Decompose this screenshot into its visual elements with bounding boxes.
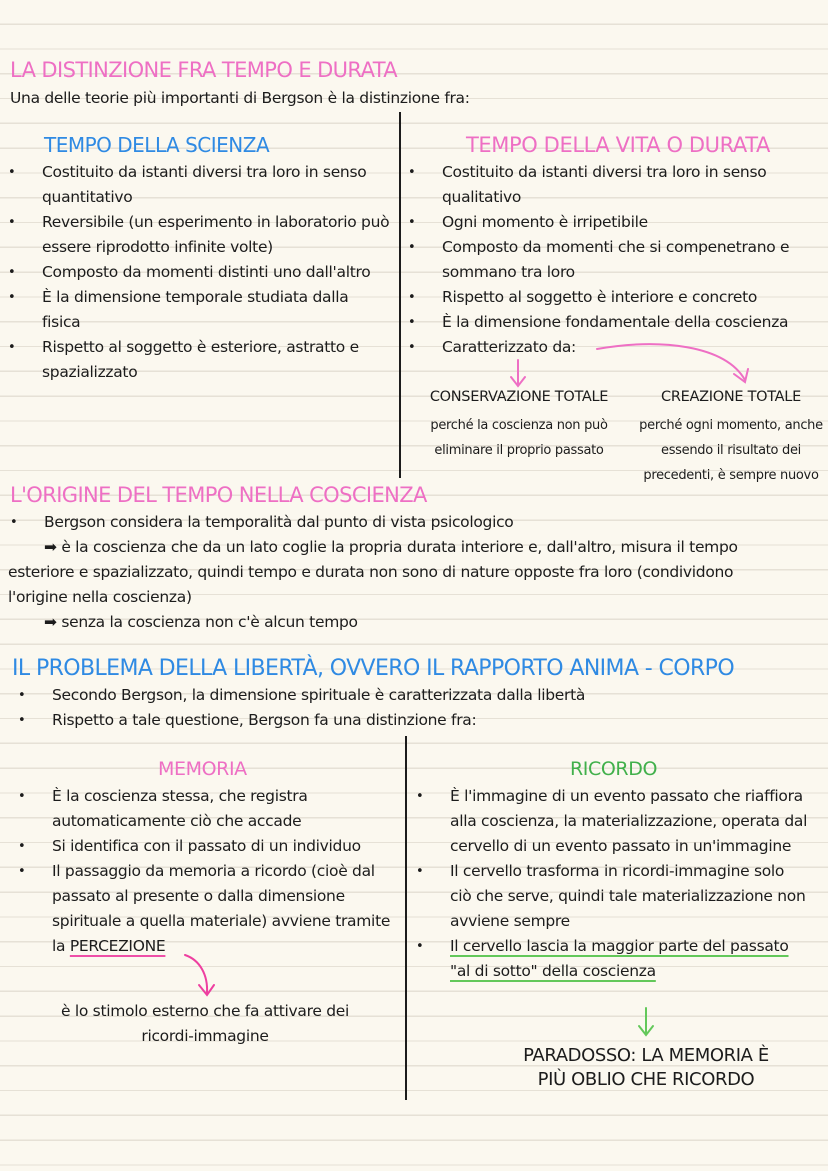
origin-arrow-line-2: esteriore e spazializzato, quindi tempo e durata non sono di nature opposte fra loro (condividono: [8, 563, 734, 581]
list-item: • Costituito da istanti diversi tra loro in senso qualitativo: [442, 160, 812, 210]
arrow-to-paradox-icon: [639, 1008, 653, 1035]
creation-text: perché ogni momento, anche essendo il risultato dei precedenti, è sempre nuovo: [639, 418, 823, 483]
list-item: • Caratterizzato da:: [442, 335, 812, 360]
list-item: • Composto da momenti che si compenetrano e sommano tra loro: [442, 235, 812, 285]
perception-term: PERCEZIONE: [69, 937, 166, 955]
paradox-line-1: PARADOSSO: LA MEMORIA È: [523, 1045, 769, 1066]
arrow-to-conservation-icon: [511, 360, 525, 386]
heading-science-time: TEMPO DELLA SCIENZA: [44, 133, 270, 157]
list-item: • Reversibile (un esperimento in laboratorio può essere riprodotto infinite volte): [42, 210, 390, 260]
heading-life-time: TEMPO DELLA VITA O DURATA: [466, 133, 771, 157]
section-intro: Una delle teorie più importanti di Bergson è la distinzione fra:: [10, 89, 470, 107]
memory-item-text: Il passaggio da memoria a ricordo (cioè dal passato al presente o dalla dimensione spirituale a quella materiale) avviene tramite la: [52, 862, 391, 955]
origin-arrow-2: ➡ senza la coscienza non c'è alcun tempo: [44, 613, 358, 631]
list-item: • È la dimensione temporale studiata dalla fisica: [42, 285, 390, 335]
list-item: • È la coscienza stessa, che registra automaticamente ciò che accade: [52, 784, 397, 834]
list-item: • È la dimensione fondamentale della coscienza: [442, 310, 812, 335]
creation-title: CREAZIONE TOTALE: [661, 389, 801, 405]
section-title-freedom: IL PROBLEMA DELLA LIBERTÀ, OVVERO IL RAPPORTO ANIMA - CORPO: [12, 656, 735, 681]
origin-arrow-line-3: l'origine nella coscienza): [8, 588, 192, 606]
list-item: • Il cervello trasforma in ricordi-immagine solo ciò che serve, quindi tale materializzazione non avviene sempre: [450, 859, 810, 934]
list-item: • Ogni momento è irripetibile: [442, 210, 812, 235]
heading-memory: MEMORIA: [158, 758, 247, 780]
list-item: • Bergson considera la temporalità dal punto di vista psicologico: [44, 510, 814, 535]
list-item: • Composto da momenti distinti uno dall'altro: [42, 260, 390, 285]
origin-arrow-line-1: ➡ è la coscienza che da un lato coglie la propria durata interiore e, dall'altro, misura il tempo: [44, 538, 738, 556]
conservation-text: perché la coscienza non può eliminare il proprio passato: [430, 418, 608, 458]
section-title-origin: L'ORIGINE DEL TEMPO NELLA COSCIENZA: [10, 483, 427, 507]
list-item: • È l'immagine di un evento passato che riaffiora alla coscienza, la materializzazione, operata dal cervello di un evento passato in un'immagine: [450, 784, 810, 859]
conservation-title: CONSERVAZIONE TOTALE: [429, 389, 609, 405]
list-item: • Si identifica con il passato di un individuo: [52, 834, 397, 859]
list-item: • Secondo Bergson, la dimensione spirituale è caratterizzata dalla libertà: [52, 683, 812, 708]
arrow-from-perception-icon: [185, 955, 214, 995]
list-item: • Il cervello lascia la maggior parte del passato "al di sotto" della coscienza: [450, 934, 810, 984]
list-item: • Rispetto al soggetto è interiore e concreto: [442, 285, 812, 310]
list-item: • Rispetto a tale questione, Bergson fa una distinzione fra:: [52, 708, 812, 733]
list-item: • Rispetto al soggetto è esteriore, astratto e spazializzato: [42, 335, 390, 385]
arrow-to-creation-icon: [597, 344, 748, 382]
list-item: • Costituito da istanti diversi tra loro in senso quantitativo: [42, 160, 390, 210]
paradox-line-2: PIÙ OBLIO CHE RICORDO: [537, 1069, 755, 1090]
section-title-time-duration: LA DISTINZIONE FRA TEMPO E DURATA: [10, 58, 398, 82]
perception-note: è lo stimolo esterno che fa attivare dei ricordi-immagine: [61, 1002, 349, 1045]
heading-remembrance: RICORDO: [570, 758, 658, 780]
